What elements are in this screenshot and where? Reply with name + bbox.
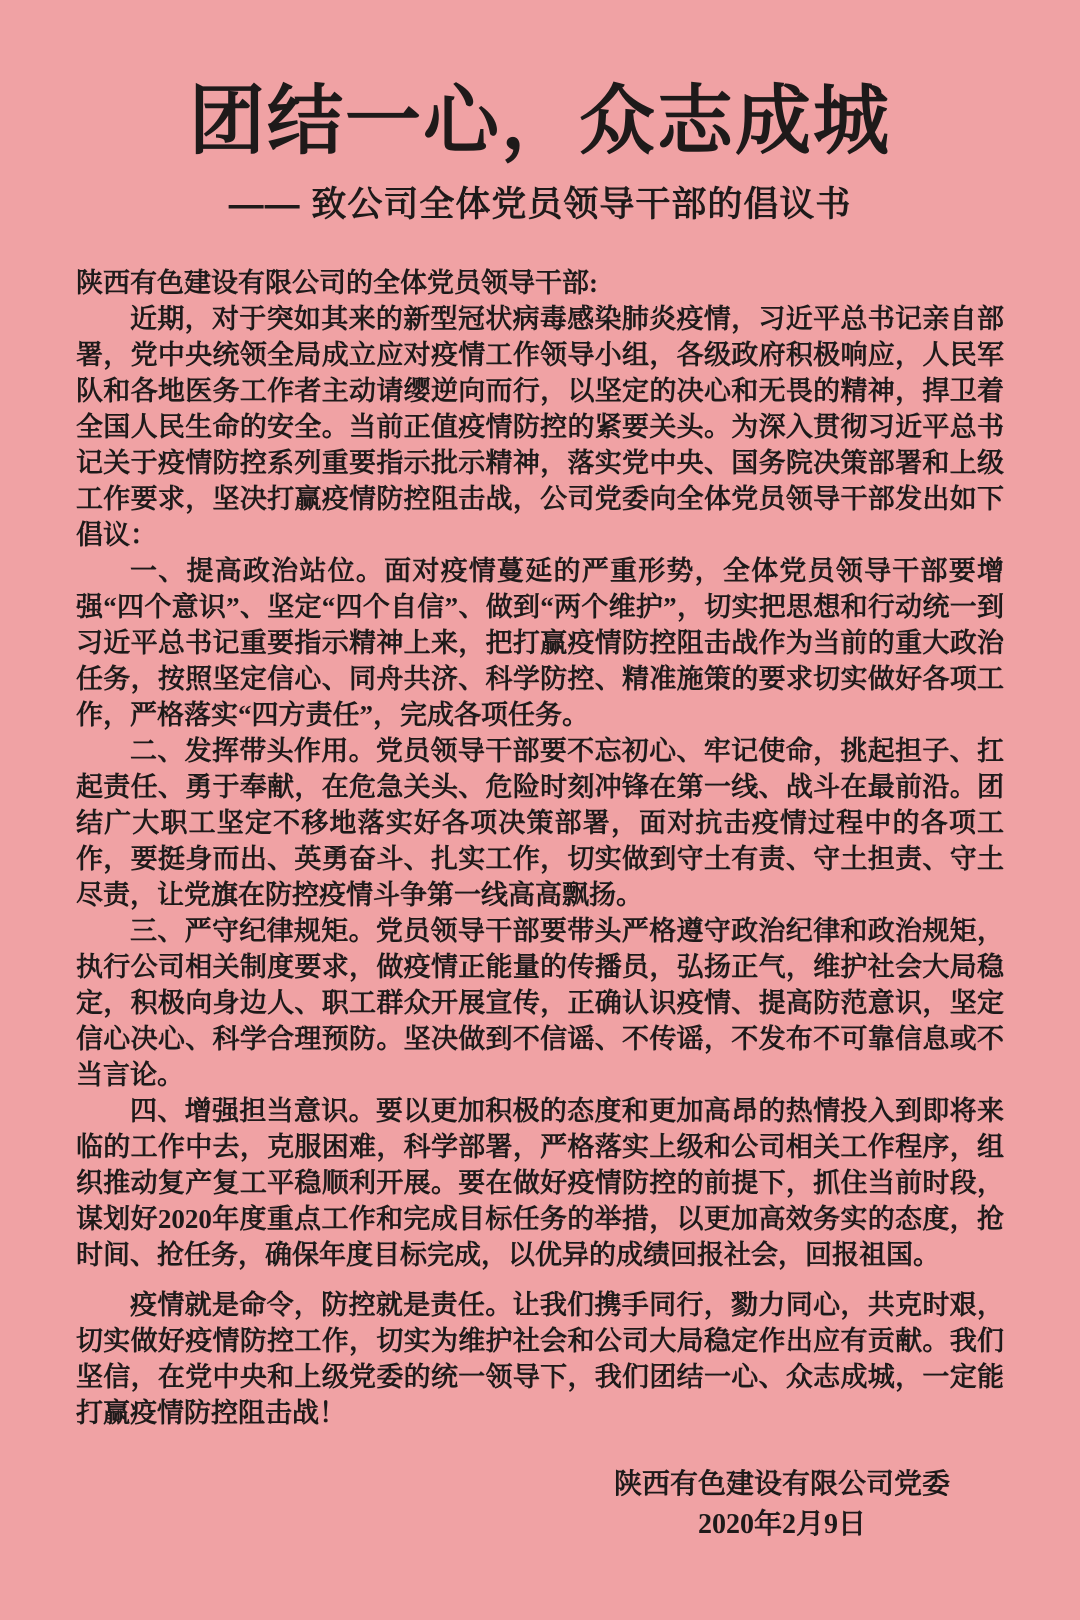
signature-date: 2020年2月9日	[697, 1508, 866, 1540]
signature-organization: 陕西有色建设有限公司党委	[613, 1468, 950, 1500]
document-body	[76, 265, 1004, 1431]
salutation-line: 陕西有色建设有限公司的全体党员领导干部:	[76, 267, 598, 298]
document-title: 团结一心，众志成城	[189, 79, 891, 164]
paragraph-intro: 近期，对于突如其来的新型冠状病毒感染肺炎疫情，习近平总书记亲自部署，党中央统领全局成立应对疫情工作领导小组，各级政府积极响应，人民军队和各地医务工作者主动请缨逆向而行，以坚定的决心和无畏的精神，捍卫着全国人民生命的安全。当前正值疫情防控的紧要关头。为深入贯彻习近平总书记关于疫情防控系列重要指示批示精神，落实党中央、国务院决策部署和上级工作要求，坚决打赢疫情防控阻击战，公司党委向全体党员领导干部发出如下倡议：	[76, 303, 1004, 550]
paragraph-point-3: 三、严守纪律规矩。党员领导干部要带头严格遵守政治纪律和政治规矩，执行公司相关制度要求，做疫情正能量的传播员，弘扬正气，维护社会大局稳定，积极向身边人、职工群众开展宣传，正确认识疫情、提高防范意识，坚定信心决心、科学合理预防。坚决做到不信谣、不传谣，不发布不可靠信息或不当言论。	[76, 915, 1004, 1090]
paragraph-point-4: 四、增强担当意识。要以更加积极的态度和更加高昂的热情投入到即将来临的工作中去，克服困难，科学部署，严格落实上级和公司相关工作程序，组织推动复产复工平稳顺利开展。要在做好疫情防控的前提下，抓住当前时段，谋划好2020年度重点工作和完成目标任务的举措，以更加高效务实的态度，抢时间、抢任务，确保年度目标完成，以优异的成绩回报社会，回报祖国。	[76, 1095, 1004, 1270]
paragraph-point-2: 二、发挥带头作用。党员领导干部要不忘初心、牢记使命，挑起担子、扛起责任、勇于奉献，在危急关头、危险时刻冲锋在第一线、战斗在最前沿。团结广大职工坚定不移地落实好各项决策部署，面对抗击疫情过程中的各项工作，要挺身而出、英勇奋斗、扎实工作，切实做到守土有责、守土担责、守土尽责，让党旗在防控疫情斗争第一线高高飘扬。	[76, 735, 1004, 910]
signature-block	[614, 1465, 950, 1545]
document-subtitle: —— 致公司全体党员领导干部的倡议书	[228, 185, 852, 224]
paragraph-point-1: 一、提高政治站位。面对疫情蔓延的严重形势，全体党员领导干部要增强“四个意识”、坚定“四个自信”、做到“两个维护”，切实把思想和行动统一到习近平总书记重要指示精神上来，把打赢疫情防控阻击战作为当前的重大政治任务，按照坚定信心、同舟共济、科学防控、精准施策的要求切实做好各项工作，严格落实“四方责任”，完成各项任务。	[76, 555, 1004, 730]
paragraph-closing: 疫情就是命令，防控就是责任。让我们携手同行，勠力同心，共克时艰，切实做好疫情防控工作，切实为维护社会和公司大局稳定作出应有贡献。我们坚信，在党中央和上级党委的统一领导下，我们团结一心、众志成城，一定能打赢疫情防控阻击战！	[76, 1289, 1004, 1428]
